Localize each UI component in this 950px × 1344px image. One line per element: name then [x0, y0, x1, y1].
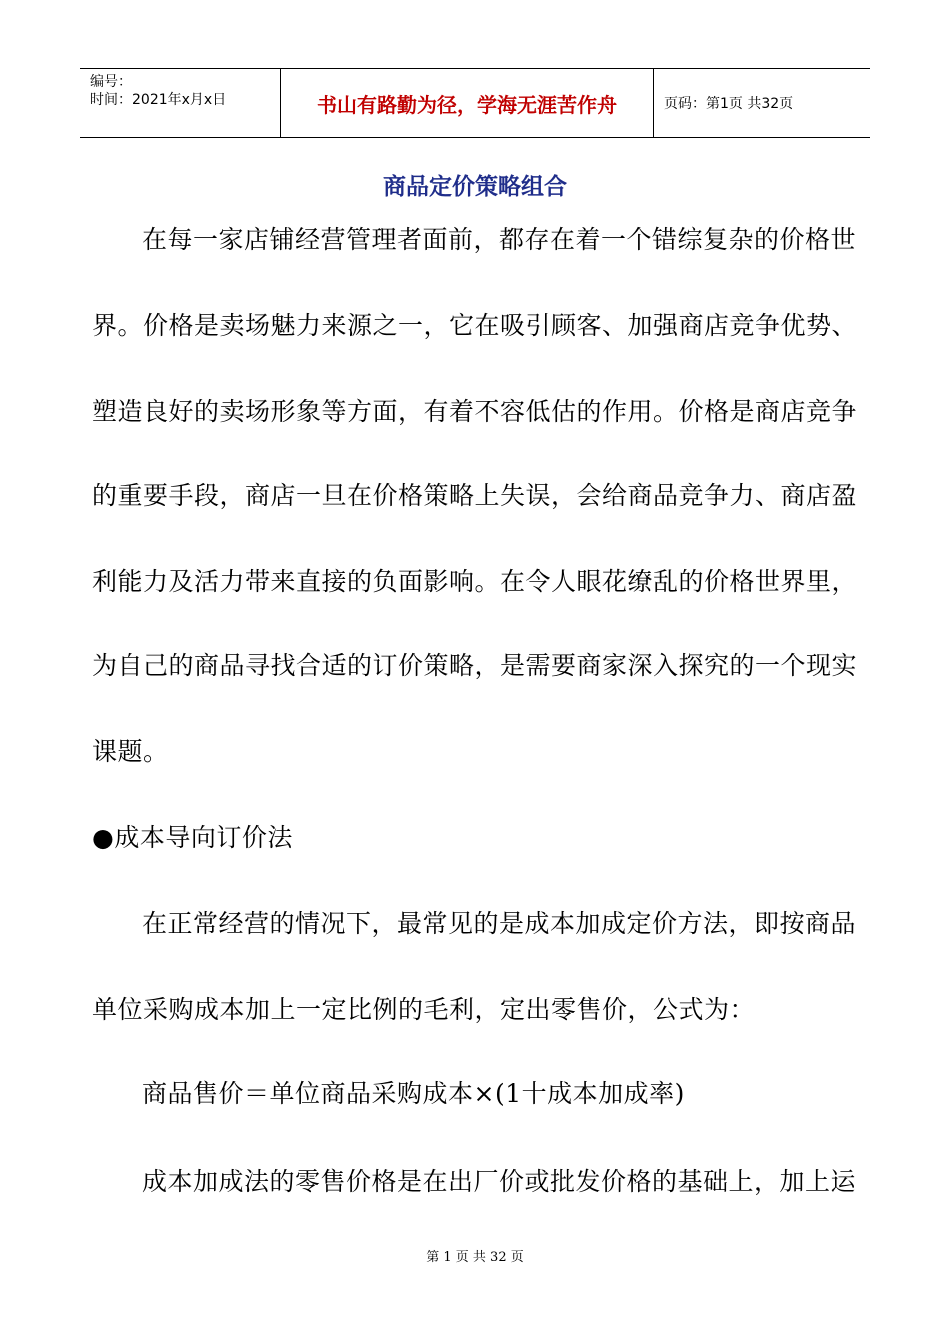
body-line: 的重要手段，商店一旦在价格策略上失误，会给商品竞争力、商店盈: [92, 481, 858, 510]
header-meta: [80, 69, 281, 137]
page-footer: 第 1 页 共 32 页: [426, 1250, 524, 1265]
document-title: 商品定价策略组合: [383, 174, 567, 200]
body-line: 为自己的商品寻找合适的订价策略，是需要商家深入探究的一个现实: [92, 651, 858, 680]
header-motto: 书山有路勤为径，学海无涯苦作舟: [281, 69, 654, 137]
body-line: 利能力及活力带来直接的负面影响。在令人眼花缭乱的价格世界里，: [92, 567, 858, 596]
document-header: [80, 68, 870, 138]
body-line: 在每一家店铺经营管理者面前，都存在着一个错综复杂的价格世: [142, 225, 857, 254]
body-line: 塑造良好的卖场形象等方面，有着不容低估的作用。价格是商店竞争: [92, 397, 858, 426]
section-heading: ●成本导向订价法: [92, 823, 293, 852]
body-line: 界。价格是卖场魅力来源之一，它在吸引顾客、加强商店竞争优势、: [92, 311, 858, 340]
formula-line: 商品售价＝单位商品采购成本×(1十成本加成率): [142, 1079, 685, 1108]
body-line: 课题。: [92, 737, 169, 766]
body-line: 成本加成法的零售价格是在出厂价或批发价格的基础上，加上运: [142, 1167, 857, 1196]
number-label: 编号：: [90, 74, 132, 90]
body-line: 在正常经营的情况下，最常见的是成本加成定价方法，即按商品: [142, 909, 857, 938]
header-page-info: 页码：第1页 共32页: [664, 96, 794, 112]
date-label: 时间：2021年x月x日: [90, 92, 227, 108]
body-line: 单位采购成本加上一定比例的毛利，定出零售价，公式为：: [92, 995, 756, 1024]
